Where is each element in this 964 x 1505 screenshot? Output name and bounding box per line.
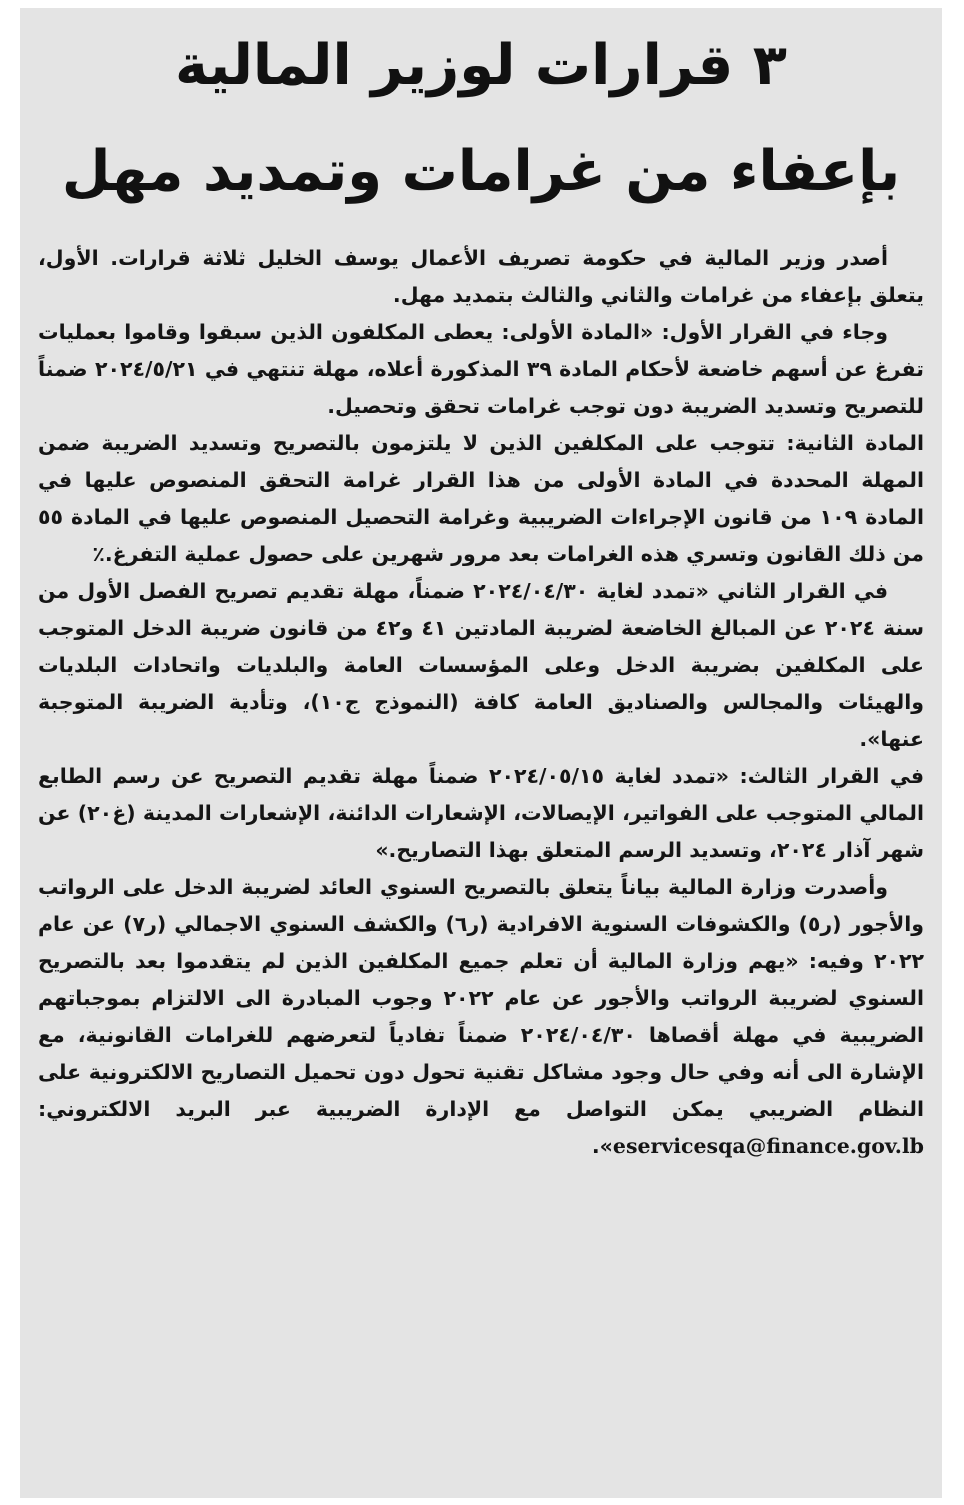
headline-line-2: بإعفاء من غرامات وتمديد مهل	[61, 139, 901, 204]
news-clipping	[20, 8, 942, 1498]
contact-email: eservicesqa@finance.gov.lb	[612, 1134, 924, 1158]
paragraph-intro: أصدر وزير المالية في حكومة تصريف الأعمال يوسف الخليل ثلاثة قرارات. الأول، يتعلق بإعفاء من غرامات والثاني والثالث بتمديد مهل.	[38, 246, 924, 307]
paragraph-article-2: المادة الثانية: تتوجب على المكلفين الذين لا يلتزمون بالتصريح وتسديد الضريبة ضمن المهلة المحددة في المادة الأولى من هذا القرار غرامة التحقق المنصوص عليها في المادة ١٠٩ من قانون الإجراءات الضريبية وغرامة التحصيل المنصوص عليها في المادة ٥٥ من ذلك القانون وتسري هذه الغرامات بعد مرور شهرين على حصول عملية التفرغ.٪	[38, 431, 924, 566]
paragraph-decision-1: وجاء في القرار الأول: «المادة الأولى: يعطى المكلفون الذين سبقوا وقاموا بعمليات تفرغ عن أسهم خاضعة لأحكام المادة ٣٩ المذكورة أعلاه، مهلة تنتهي في ٢٠٢٤/٥/٢١ ضمناً للتصريح وتسديد الضريبة دون توجب غرامات تحقق وتحصيل.	[38, 320, 924, 418]
closing-quote: ».	[591, 1134, 613, 1158]
paragraph-ministry-statement	[38, 869, 924, 1165]
headline-line-1: ٣ قرارات لوزير المالية	[175, 33, 787, 98]
article-body	[38, 240, 924, 1165]
paragraph-decision-2: في القرار الثاني «تمدد لغاية ٢٠٢٤/٠٤/٣٠ ضمناً، مهلة تقديم تصريح الفصل الأول من سنة ٢٠٢٤ عن المبالغ الخاضعة لضريبة المادتين ٤١ و٤٢ من قانون ضريبة الدخل المتوجب على المكلفين بضريبة الدخل وعلى المؤسسات العامة والبلديات واتحادات البلديات والهيئات والمجالس والصناديق العامة كافة (النموذج ج١٠)، وتأدية الضريبة المتوجبة عنها».	[38, 579, 924, 751]
statement-text: وأصدرت وزارة المالية بياناً يتعلق بالتصريح السنوي العائد لضريبة الدخل على الرواتب والأجور (ر٥) والكشوفات السنوية الافرادية (ر٦) والكشف السنوي الاجمالي (ر٧) عن عام ٢٠٢٢ وفيه: «يهم وزارة المالية أن تعلم جميع المكلفين الذين لم يتقدموا بعد بالتصريح السنوي لضريبة الرواتب والأجور عن عام ٢٠٢٢ وجوب المبادرة الى الالتزام بموجباتهم الضريبية في مهلة أقصاها ٢٠٢٤/٠٤/٣٠ ضمناً تفادياً لتعرضهم للغرامات القانونية، مع الإشارة الى أنه وفي حال وجود مشاكل تقنية تحول دون تحميل التصاريح الالكترونية على النظام الضريبي يمكن التواصل مع الإدارة الضريبية عبر البريد الالكتروني:	[38, 875, 924, 1121]
paragraph-decision-3: في القرار الثالث: «تمدد لغاية ٢٠٢٤/٠٥/١٥ ضمناً مهلة تقديم التصريح عن رسم الطابع المالي المتوجب على الفواتير، الإيصالات، الإشعارات الدائنة، الإشعارات المدينة (غ٢٠) عن شهر آذار ٢٠٢٤، وتسديد الرسم المتعلق بهذا التصاريح.»	[38, 764, 924, 862]
